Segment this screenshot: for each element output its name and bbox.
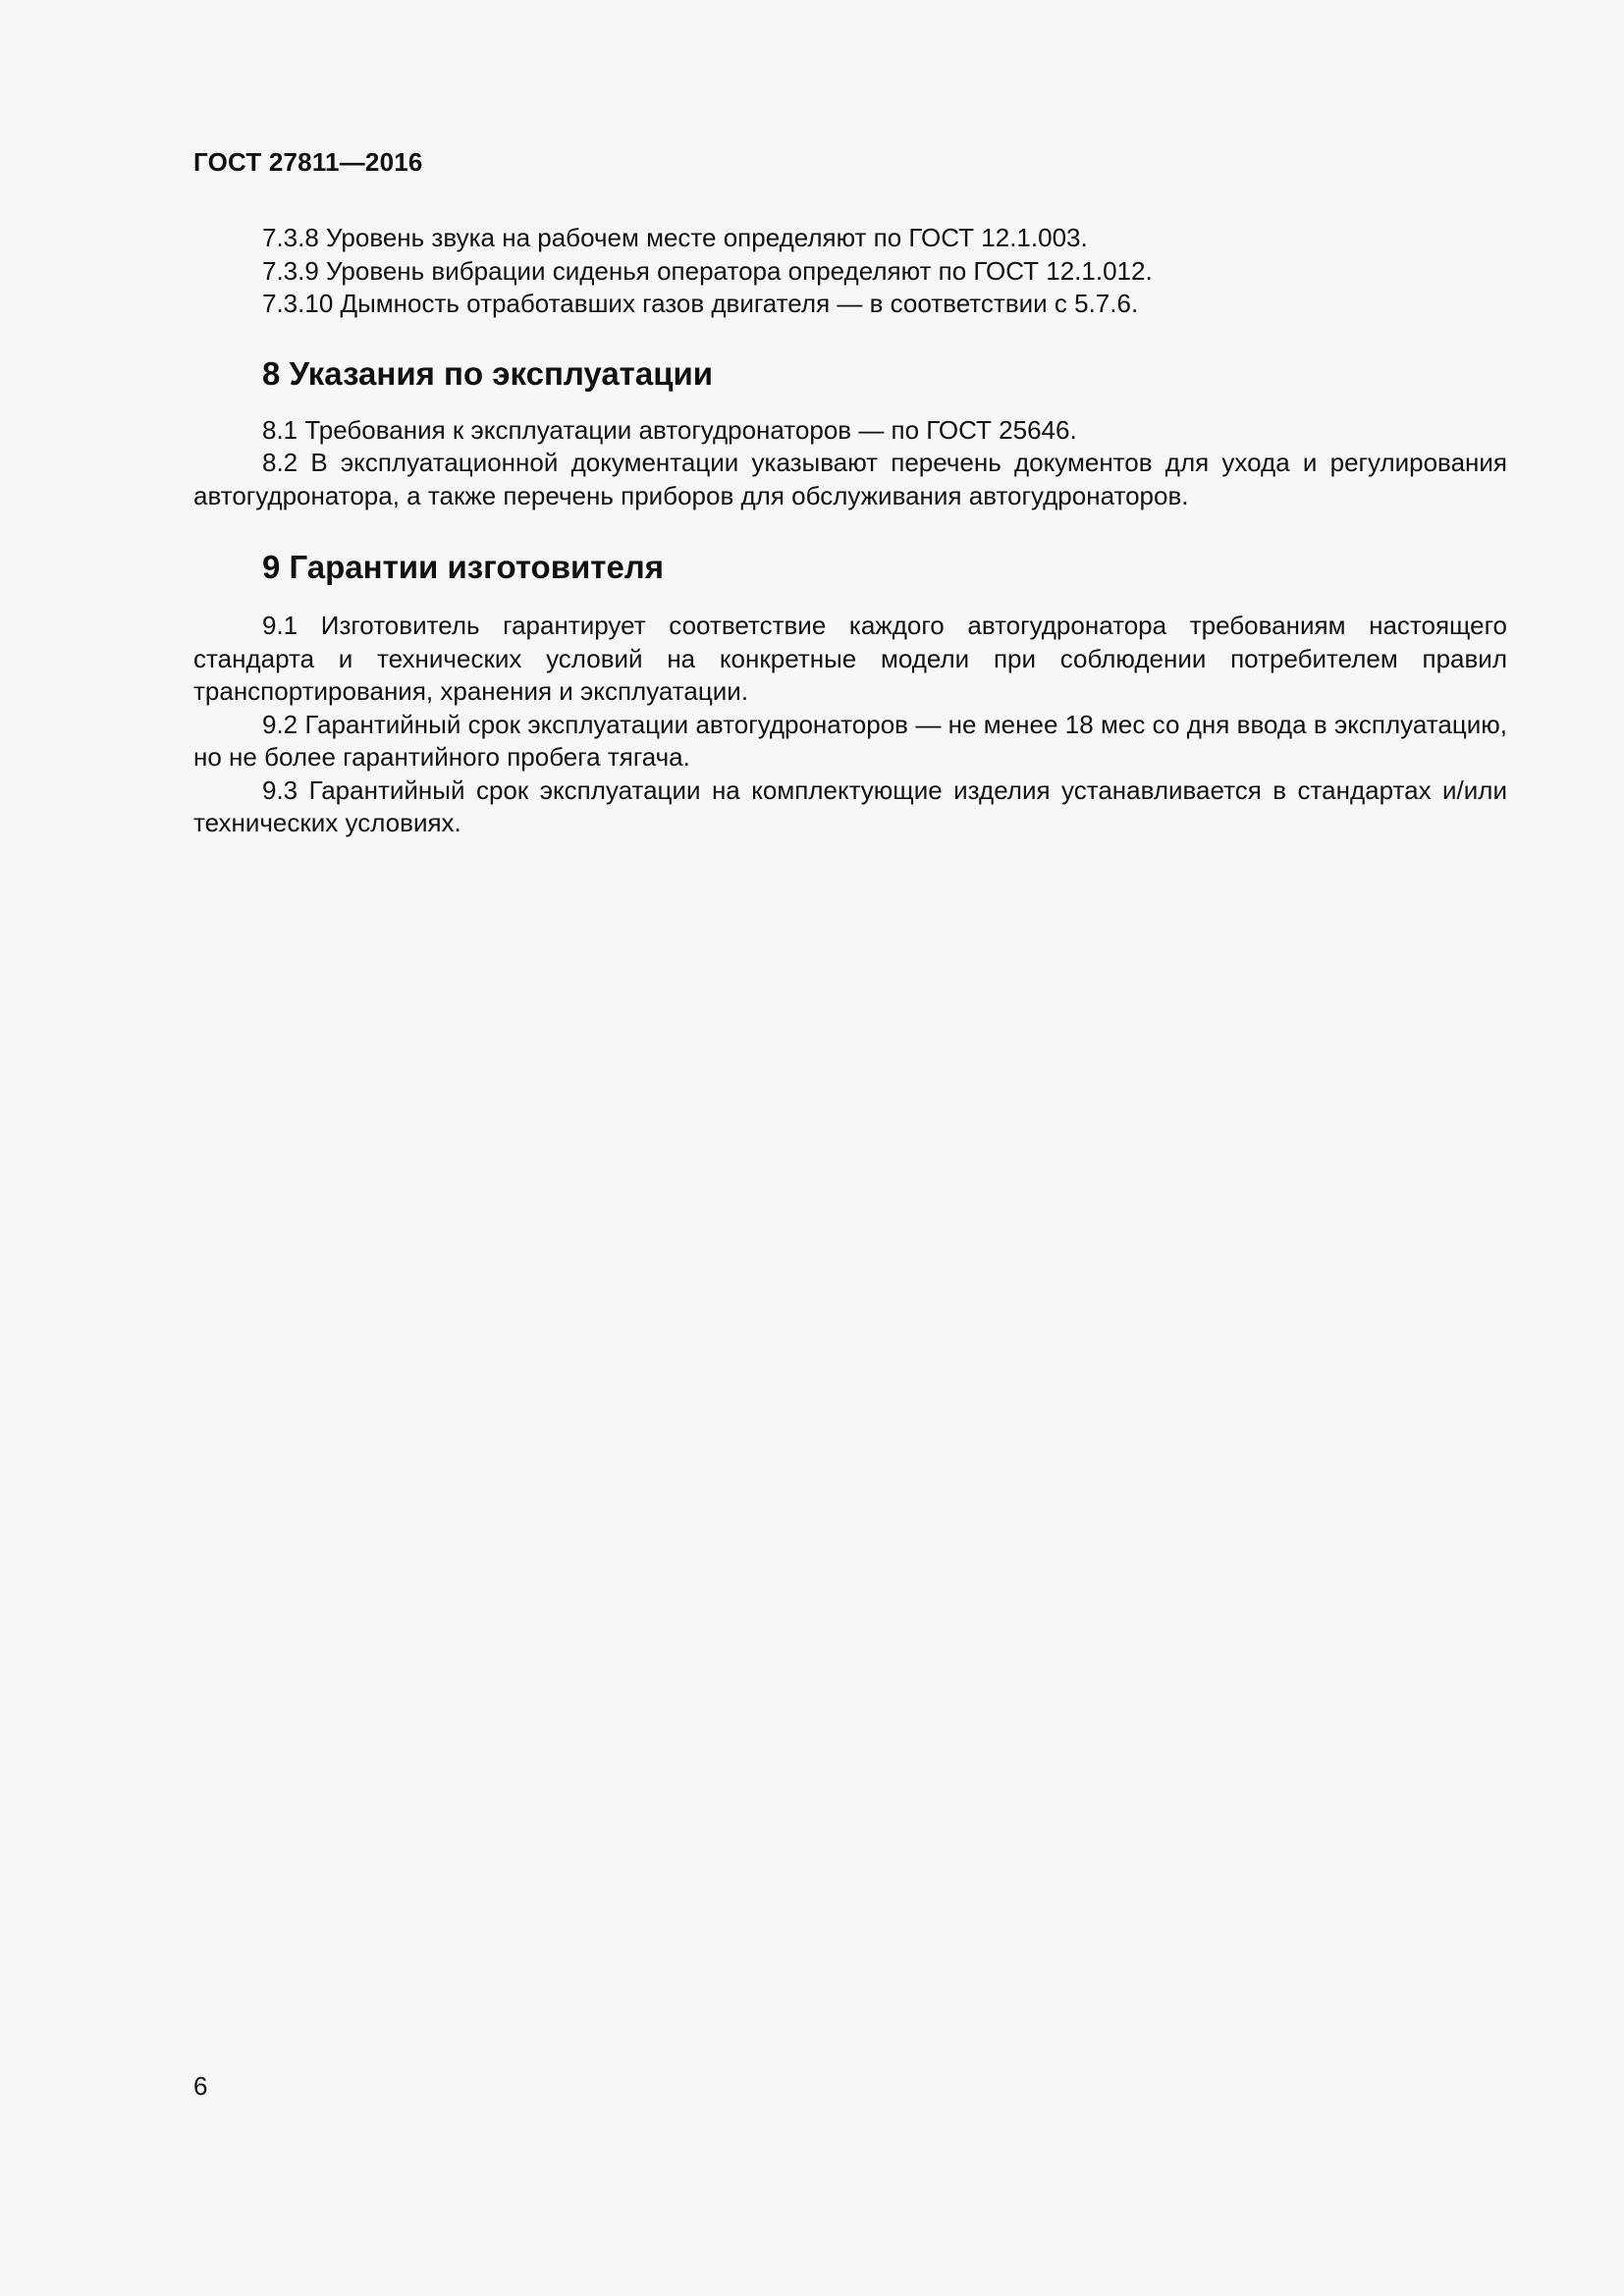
standard-designation: ГОСТ 27811—2016 xyxy=(193,147,423,177)
clause-8-2: 8.2 В эксплуатационной документации указывают перечень документов для ухода и регулирования автогудронатора, а также перечень приборов для обслуживания автогудронаторов. xyxy=(193,448,1507,510)
clause-9-1: 9.1 Изготовитель гарантирует соответствие каждого автогудронатора требованиям настоящего стандарта и технических условий на конкретные модели при соблюдении потребителем правил транспортирования, хранения и эксплуатации. xyxy=(193,611,1507,706)
clause-9-2: 9.2 Гарантийный срок эксплуатации автогудронаторов — не менее 18 мес со дня ввода в эксплуатацию, но не более гарантийного пробега тягача. xyxy=(193,709,1507,772)
document-body xyxy=(193,222,1507,840)
section-9-heading: 9 Гарантии изготовителя xyxy=(262,549,665,585)
clause-7-3-8: 7.3.8 Уровень звука на рабочем месте определяют по ГОСТ 12.1.003. xyxy=(262,223,1088,252)
clause-9-3: 9.3 Гарантийный срок эксплуатации на комплектующие изделия устанавливается в стандартах и/или технических условиях. xyxy=(193,774,1507,837)
clause-7-3-10: 7.3.10 Дымность отработавших газов двигателя — в соответствии с 5.7.6. xyxy=(262,289,1139,318)
section-8-heading: 8 Указания по эксплуатации xyxy=(262,354,714,392)
page-number: 6 xyxy=(193,2071,208,2101)
clause-8-1: 8.1 Требования к эксплуатации автогудронаторов — по ГОСТ 25646. xyxy=(262,414,1077,445)
clause-7-3-9: 7.3.9 Уровень вибрации сиденья оператора определяют по ГОСТ 12.1.012. xyxy=(262,255,1153,286)
